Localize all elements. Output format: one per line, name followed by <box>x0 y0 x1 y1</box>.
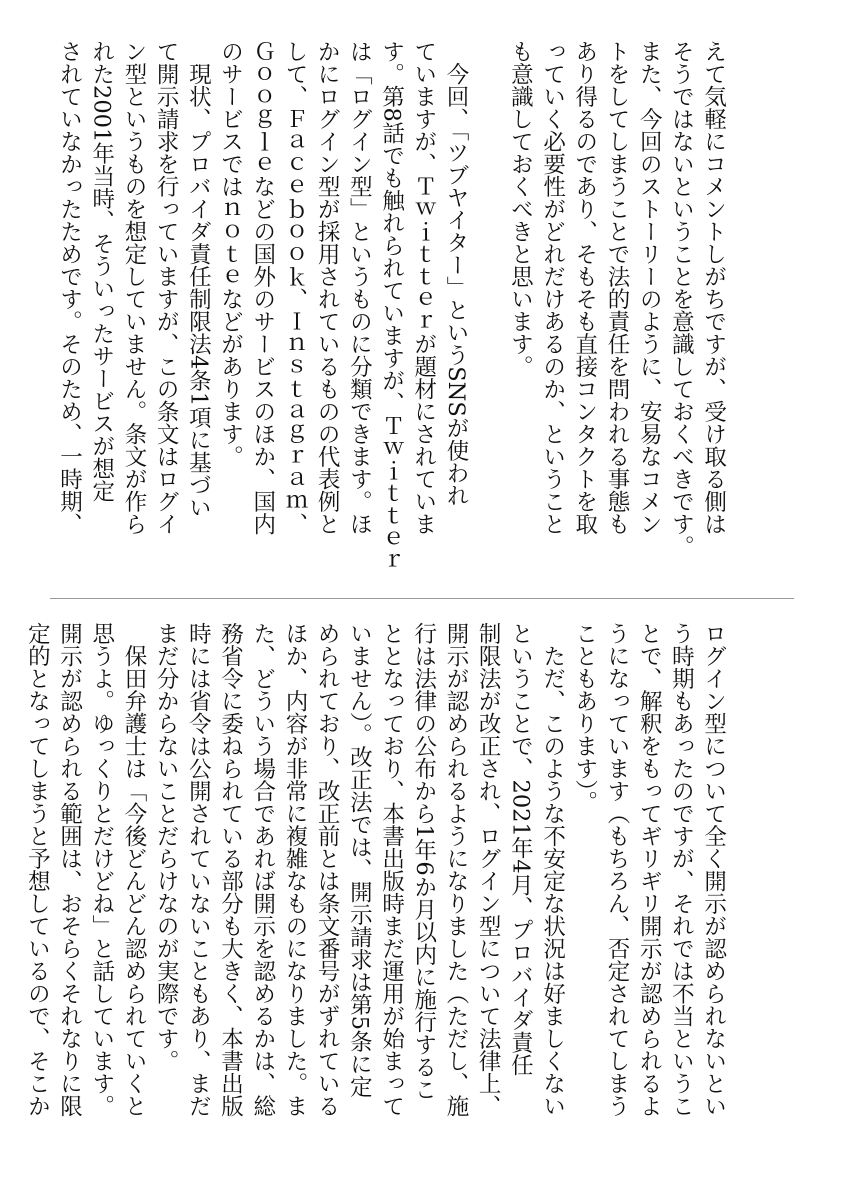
paragraph-login-type-sns: 今回、「ツブヤイター」というSNSが使われ ていますが、Ｔｗｉｔｔｅｒが題材にされていま す。第8話でも触れられていますが、Ｔｗｉｔｔｅｒ は「ログイン型」というものに分類できます。ほ かにログイン型が採用されているものの代表例と して、Ｆａｃｅｂｏｏｋ、Ｉｎｓｔａｇｒａｍ、 Ｇｏｏｇｌｅなどの国外のサービスのほか、国内 のサービスではｎｏｔｅなどがあります。 <box>217 40 469 572</box>
paragraph-law-amendment: ただ、このような不安定な状況は好ましくない ということで、2021年4月、プロバイダ責任 制限法が改正され、ログイン型について法律上、 開示が認められるようになりました（ただし、施 行は法律の公布から1年6か月以内に施行するこ ととなっており、本書出版時まだ運用が始まって いません）。改正法では、開示請求は第5条に定 められており、改正前とは条文番号がずれている ほか、内容が非常に複雑なものになりました。ま た、どういう場合であれば開示を認めるかは、総 務省令に委ねられている部分も大きく、本書出版 時には省令は公開されていないこともあり、まだ まだ分からないことだらけなのが実際です。 <box>153 622 566 1117</box>
paragraph-comment-awareness: えて気軽にコメントしがちですが、受け取る側は そうではないということを意識しておくべきです。 また、今回のストーリーのように、安易なコメン トをしてしまうことで法的責任を問われる事態も あり得るのであり、そもそも直接コンタクトを取 っていく必要性がどれだけあるのか、ということ も意識しておくべきと思います。 <box>507 40 727 558</box>
section-divider <box>50 598 794 599</box>
paragraph-disclosure-interpretation: ログイン型について全く開示が認められないとい う時期もあったのですが、それでは不当というこ とで、解釈をもってギリギリ開示が認められるよ うになっています（もちろん、否定されてしまう こともあります）。 <box>571 622 727 1117</box>
top-text-block <box>50 40 794 580</box>
paragraph-provider-law-article: 現状、プロバイダ責任制限法4条1項に基づい て開示請求を行っていますが、この条文はログイ ン型というものを想定していません。条文が作ら れた2001年当時、そういったサービスが想定 されていなかったためです。そのため、一時期、 <box>56 40 212 535</box>
paragraph-lawyer-comment: 保田弁護士は「今後どんどん認められていくと 思うよ。ゆっくりとだけどね」と話しています。 開示が認められる範囲は、おそらくそれなりに限 定的となってしまうと予想しているので、そこか <box>24 622 147 1117</box>
bottom-text-block <box>24 622 794 1170</box>
